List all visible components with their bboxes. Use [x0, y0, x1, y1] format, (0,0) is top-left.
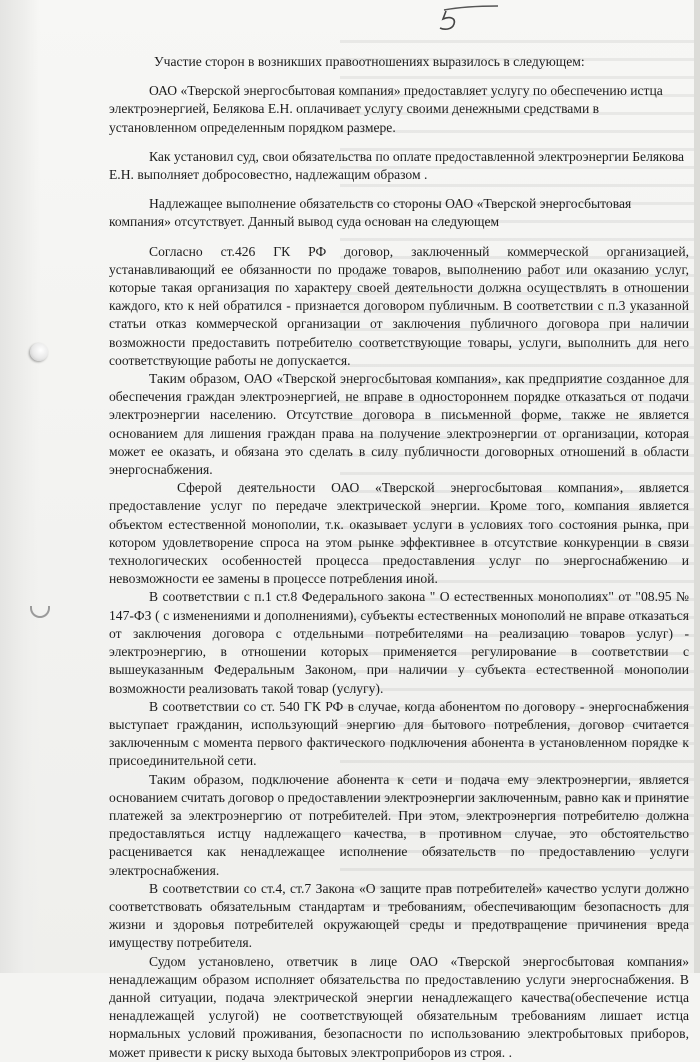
paragraph-consumer-rights: В соответствии со ст.4, ст.7 Закона «О защите прав потребителей» качество услуги должно соответствовать обязательным стандартам и требованиям, обеспечивающим безопасность для жизни и здоровья потребителей окружающей среды и предотвращение причинения вреда имуществу потребителя. — [109, 880, 689, 951]
paragraph-thus-1: Таким образом, ОАО «Тверской энергосбытовая компания», как предприятие созданное для обеспечения граждан электроэнергией, не вправе в одностороннем порядке отказаться от подачи электроэнергии населению. Отсутствие договора в письменной форме, также не является основанием для лишения граждан права на получение электроэнергии от организации, которая может ее оказать, и обязана это сделать в силу публичности договорных отношений в области энергоснабжения. — [109, 371, 689, 478]
paragraph-article-426: Согласно ст.426 ГК РФ договор, заключенный коммерческой организацией, устанавливающий ее обязанности по продаже товаров, выполнению работ или оказанию услуг, которые такая организация по характеру своей деятельности должна осуществлять в отношении каждого, кто к ней обратился - признается договором публичным. В соответствии с п.3 указанной статьи отказ коммерческой организации от заключения публичного договора при наличии возможности предоставить потребителю соответствующие товары, услуги, выполнить для него соответствующие работы не допускается. — [109, 243, 689, 368]
paragraph-court-established: Судом установлено, ответчик в лице ОАО «Тверской энергосбытовая компания» ненадлежащим образом исполняет обязательства по предоставлению услуги энергоснабжения. В данной ситуации, подача электрической энергии ненадлежащего качества(обеспечение истца ненадлежащей услугой) не соответствующей обязательным требованиям лишает истца нормальных условий проживания, безопасности по использованию электробытовых приборов, может привести к риску выхода бытовых электроприборов из строя. . — [109, 953, 689, 1060]
paragraph-monopoly-law: В соответствии с п.1 ст.8 Федерального закона " О естественных монополиях" от "08.95 № 147-ФЗ ( с изменениями и дополнениями), субъекты естественных монополий не вправе отказаться от заключения договора с отдельными потребителями на реализацию товаров услуг) - электроэнергию, в отношении которых применяется регулирование в соответствии с вышеуказанным Федеральным Законом, при наличии у субъекта естественной монополии возможности реализовать такой товар (услугу). — [109, 589, 689, 696]
paragraph-sphere: Сферой деятельности ОАО «Тверской энергосбытовая компания», является предоставление услуг по передаче электрической энергии. Кроме того, компания является объектом естественной монополии, т.к. оказывает услуги в условиях того состояния рынка, при котором удовлетворение спроса на этом рынке эффективнее в отсутствие конкуренции в связи технологических особенностей процесса предоставления услуг по энергоснабжению и невозможности ее замены в процессе потребления иной. — [109, 480, 689, 587]
paragraph-court-finding: Как установил суд, свои обязательства по оплате предоставленной электроэнергии Белякова Е.Н. выполняет добросовестно, надлежащим образом . — [109, 148, 685, 183]
paragraph-thus-2: Таким образом, подключение абонента к сети и подача ему электроэнергии, является основанием считать договор о предоставлении электроэнергии заключенным, равно как и принятие платежей за электроэнергию от потребителей. При этом, электроэнергия потребителю должна предоставляться истцу надлежащего качества, в противном случае, это обстоятельство расценивается как ненадлежащее исполнение обязательств по предоставлению услуги электроснабжения. — [109, 771, 689, 878]
paragraph-article-540: В соответствии со ст. 540 ГК РФ в случае, когда абонентом по договору - энергоснабжения выступает гражданин, использующий энергию для бытового потребления, договор считается заключенным с момента первого фактического подключения абонента в установленном порядке к присоединительной сети. — [109, 698, 689, 769]
paragraph-intro: Участие сторон в возникших правоотношениях выразилось в следующем: — [154, 54, 585, 69]
paragraph-obligations: Надлежащее выполнение обязательств со стороны ОАО «Тверской энергосбытовая компания» отсутствует. Данный вывод суда основан на следующем — [109, 196, 632, 230]
paragraph-parties: ОАО «Тверской энергосбытовая компания» предоставляет услугу по обеспечению истца электроэнергией, Белякова Е.Н. оплачивает услугу своими денежными средствами в установленном определенным порядком размере. — [109, 83, 663, 135]
document-body — [109, 53, 689, 1062]
page-edge — [694, 0, 700, 973]
punch-hole-icon — [30, 343, 48, 361]
handwritten-page-number-icon — [430, 4, 500, 34]
page-fold-shadow — [0, 0, 40, 973]
